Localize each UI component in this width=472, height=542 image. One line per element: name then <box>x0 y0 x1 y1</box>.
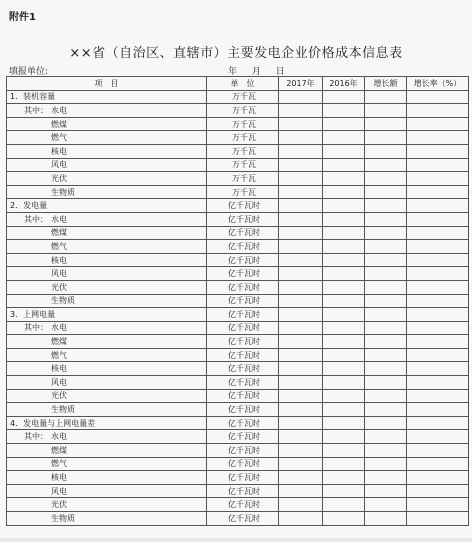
value-cell[interactable] <box>279 430 323 444</box>
unit-cell: 亿千瓦时 <box>207 267 279 281</box>
value-cell[interactable] <box>365 498 407 512</box>
value-cell[interactable] <box>279 117 323 131</box>
value-cell[interactable] <box>323 376 365 390</box>
table-row <box>7 104 469 118</box>
value-cell[interactable] <box>365 294 407 308</box>
value-cell[interactable] <box>365 416 407 430</box>
value-cell[interactable] <box>323 498 365 512</box>
unit-cell: 亿千瓦时 <box>207 226 279 240</box>
item-label-cell <box>7 117 207 131</box>
value-cell[interactable] <box>279 457 323 471</box>
section-row <box>7 199 469 213</box>
value-cell[interactable] <box>323 131 365 145</box>
value-cell[interactable] <box>323 512 365 526</box>
value-cell[interactable] <box>323 294 365 308</box>
value-cell[interactable] <box>323 226 365 240</box>
item-label-cell <box>7 457 207 471</box>
unit-cell: 亿千瓦时 <box>207 430 279 444</box>
table-row <box>7 321 469 335</box>
value-cell[interactable] <box>279 376 323 390</box>
section-title-cell: 4．发电量与上网电量差 <box>7 416 207 430</box>
value-cell[interactable] <box>365 253 407 267</box>
value-cell[interactable] <box>279 199 323 213</box>
item-label: 核电 <box>51 255 67 265</box>
table-row <box>7 240 469 254</box>
value-cell[interactable] <box>365 430 407 444</box>
header-growth-rate: 增长率（%） <box>407 77 469 91</box>
unit-cell: 亿千瓦时 <box>207 308 279 322</box>
unit-cell: 亿千瓦时 <box>207 335 279 349</box>
value-cell[interactable] <box>323 280 365 294</box>
value-cell[interactable] <box>323 348 365 362</box>
item-label: 光伏 <box>51 391 67 401</box>
item-label: 风电 <box>51 377 67 387</box>
value-cell[interactable] <box>365 471 407 485</box>
item-label: 燃气 <box>51 241 67 251</box>
table-row <box>7 444 469 458</box>
value-cell[interactable] <box>407 117 469 131</box>
value-cell[interactable] <box>279 362 323 376</box>
item-label-cell <box>7 280 207 294</box>
value-cell[interactable] <box>365 90 407 104</box>
header-2016: 2016年 <box>323 77 365 91</box>
value-cell[interactable] <box>365 376 407 390</box>
value-cell[interactable] <box>279 348 323 362</box>
value-cell[interactable] <box>323 335 365 349</box>
item-label: 燃气 <box>51 459 67 469</box>
date-label: 年 月 日 <box>228 67 291 77</box>
table-row <box>7 348 469 362</box>
value-cell[interactable] <box>323 212 365 226</box>
value-cell[interactable] <box>323 416 365 430</box>
unit-cell: 亿千瓦时 <box>207 253 279 267</box>
item-label-cell <box>7 498 207 512</box>
item-prefix: 其中： <box>24 214 48 224</box>
attachment-label: 附件1 <box>9 12 36 23</box>
item-label-cell <box>7 144 207 158</box>
table-row <box>7 158 469 172</box>
unit-cell: 亿千瓦时 <box>207 199 279 213</box>
item-label-cell <box>7 185 207 199</box>
value-cell[interactable] <box>279 308 323 322</box>
table-row <box>7 294 469 308</box>
value-cell[interactable] <box>279 104 323 118</box>
value-cell[interactable] <box>279 267 323 281</box>
item-label: 风电 <box>51 160 67 170</box>
item-label: 生物质 <box>51 405 75 415</box>
table-row <box>7 389 469 403</box>
unit-cell: 亿千瓦时 <box>207 294 279 308</box>
value-cell[interactable] <box>365 321 407 335</box>
value-cell[interactable] <box>365 362 407 376</box>
table-row <box>7 131 469 145</box>
table-row <box>7 512 469 526</box>
item-label: 光伏 <box>51 173 67 183</box>
value-cell[interactable] <box>407 308 469 322</box>
item-label-cell <box>7 104 207 118</box>
table-row <box>7 430 469 444</box>
unit-cell: 万千瓦 <box>207 131 279 145</box>
item-label: 水电 <box>51 432 67 442</box>
unit-cell: 亿千瓦时 <box>207 403 279 417</box>
value-cell[interactable] <box>365 117 407 131</box>
value-cell[interactable] <box>365 212 407 226</box>
item-label-cell <box>7 294 207 308</box>
item-label-cell <box>7 131 207 145</box>
item-label: 燃煤 <box>51 119 67 129</box>
table-row <box>7 185 469 199</box>
unit-cell: 亿千瓦时 <box>207 471 279 485</box>
table-row <box>7 212 469 226</box>
value-cell[interactable] <box>407 294 469 308</box>
value-cell[interactable] <box>365 444 407 458</box>
item-label: 光伏 <box>51 500 67 510</box>
value-cell[interactable] <box>407 172 469 186</box>
value-cell[interactable] <box>279 416 323 430</box>
value-cell[interactable] <box>279 253 323 267</box>
table-row <box>7 226 469 240</box>
item-label-cell <box>7 444 207 458</box>
value-cell[interactable] <box>407 444 469 458</box>
value-cell[interactable] <box>279 321 323 335</box>
table-row <box>7 498 469 512</box>
table-header-row <box>7 77 469 91</box>
item-label-cell <box>7 348 207 362</box>
item-label-cell <box>7 253 207 267</box>
value-cell[interactable] <box>279 131 323 145</box>
page-bottom-edge <box>0 538 472 542</box>
value-cell[interactable] <box>323 158 365 172</box>
item-label-cell <box>7 376 207 390</box>
item-label-cell <box>7 362 207 376</box>
value-cell[interactable] <box>323 484 365 498</box>
value-cell[interactable] <box>365 185 407 199</box>
value-cell[interactable] <box>323 430 365 444</box>
item-label: 核电 <box>51 473 67 483</box>
value-cell[interactable] <box>279 512 323 526</box>
item-prefix: 其中： <box>24 105 48 115</box>
unit-cell: 万千瓦 <box>207 117 279 131</box>
value-cell[interactable] <box>407 253 469 267</box>
table-row <box>7 117 469 131</box>
value-cell[interactable] <box>407 185 469 199</box>
value-cell[interactable] <box>323 253 365 267</box>
unit-cell: 亿千瓦时 <box>207 212 279 226</box>
value-cell[interactable] <box>279 226 323 240</box>
section-title-cell: 3．上网电量 <box>7 308 207 322</box>
unit-cell: 亿千瓦时 <box>207 280 279 294</box>
value-cell[interactable] <box>365 267 407 281</box>
value-cell[interactable] <box>407 512 469 526</box>
value-cell[interactable] <box>279 144 323 158</box>
item-label: 燃煤 <box>51 445 67 455</box>
value-cell[interactable] <box>365 158 407 172</box>
unit-cell: 万千瓦 <box>207 104 279 118</box>
value-cell[interactable] <box>407 90 469 104</box>
item-label: 燃煤 <box>51 228 67 238</box>
value-cell[interactable] <box>407 144 469 158</box>
item-label-cell <box>7 240 207 254</box>
table-row <box>7 280 469 294</box>
value-cell[interactable] <box>407 131 469 145</box>
value-cell[interactable] <box>323 471 365 485</box>
value-cell[interactable] <box>279 471 323 485</box>
value-cell[interactable] <box>407 471 469 485</box>
value-cell[interactable] <box>279 498 323 512</box>
value-cell[interactable] <box>365 172 407 186</box>
item-label-cell <box>7 403 207 417</box>
value-cell[interactable] <box>365 226 407 240</box>
header-2017: 2017年 <box>279 77 323 91</box>
value-cell[interactable] <box>279 90 323 104</box>
value-cell[interactable] <box>407 321 469 335</box>
table-row <box>7 457 469 471</box>
item-label: 生物质 <box>51 296 75 306</box>
item-label-cell <box>7 512 207 526</box>
value-cell[interactable] <box>407 457 469 471</box>
unit-cell: 亿千瓦时 <box>207 457 279 471</box>
table-row <box>7 484 469 498</box>
table-row <box>7 335 469 349</box>
value-cell[interactable] <box>365 131 407 145</box>
value-cell[interactable] <box>323 362 365 376</box>
value-cell[interactable] <box>279 484 323 498</box>
unit-cell: 万千瓦 <box>207 90 279 104</box>
value-cell[interactable] <box>279 280 323 294</box>
value-cell[interactable] <box>323 240 365 254</box>
section-row <box>7 308 469 322</box>
item-label: 水电 <box>51 323 67 333</box>
unit-cell: 亿千瓦时 <box>207 362 279 376</box>
unit-cell: 亿千瓦时 <box>207 240 279 254</box>
value-cell[interactable] <box>407 430 469 444</box>
unit-cell: 亿千瓦时 <box>207 389 279 403</box>
value-cell[interactable] <box>279 403 323 417</box>
header-unit: 单 位 <box>207 77 279 91</box>
value-cell[interactable] <box>407 240 469 254</box>
unit-cell: 万千瓦 <box>207 185 279 199</box>
value-cell[interactable] <box>279 172 323 186</box>
value-cell[interactable] <box>407 403 469 417</box>
value-cell[interactable] <box>323 90 365 104</box>
item-label: 水电 <box>51 105 67 115</box>
item-label: 生物质 <box>51 187 75 197</box>
value-cell[interactable] <box>323 389 365 403</box>
value-cell[interactable] <box>323 117 365 131</box>
value-cell[interactable] <box>365 280 407 294</box>
header-increase-amount: 增长额 <box>365 77 407 91</box>
value-cell[interactable] <box>365 144 407 158</box>
value-cell[interactable] <box>365 484 407 498</box>
table-row <box>7 144 469 158</box>
unit-cell: 万千瓦 <box>207 172 279 186</box>
item-label-cell <box>7 226 207 240</box>
filler-unit-label: 填报单位: <box>9 67 49 77</box>
value-cell[interactable] <box>323 308 365 322</box>
item-label-cell <box>7 158 207 172</box>
unit-cell: 亿千瓦时 <box>207 348 279 362</box>
value-cell[interactable] <box>407 389 469 403</box>
item-label-cell <box>7 212 207 226</box>
value-cell[interactable] <box>365 335 407 349</box>
value-cell[interactable] <box>323 321 365 335</box>
item-prefix: 其中： <box>24 432 48 442</box>
unit-cell: 万千瓦 <box>207 144 279 158</box>
value-cell[interactable] <box>323 403 365 417</box>
value-cell[interactable] <box>323 444 365 458</box>
unit-cell: 万千瓦 <box>207 158 279 172</box>
item-label: 水电 <box>51 214 67 224</box>
item-label: 燃气 <box>51 133 67 143</box>
value-cell[interactable] <box>365 308 407 322</box>
unit-cell: 亿千瓦时 <box>207 512 279 526</box>
value-cell[interactable] <box>365 348 407 362</box>
value-cell[interactable] <box>365 389 407 403</box>
value-cell[interactable] <box>365 104 407 118</box>
value-cell[interactable] <box>323 457 365 471</box>
value-cell[interactable] <box>279 158 323 172</box>
value-cell[interactable] <box>279 444 323 458</box>
item-label: 核电 <box>51 146 67 156</box>
item-label-cell <box>7 430 207 444</box>
item-prefix: 其中： <box>24 323 48 333</box>
value-cell[interactable] <box>323 185 365 199</box>
section-row <box>7 90 469 104</box>
value-cell[interactable] <box>279 185 323 199</box>
table-row <box>7 403 469 417</box>
table-row <box>7 253 469 267</box>
value-cell[interactable] <box>407 498 469 512</box>
unit-cell: 亿千瓦时 <box>207 416 279 430</box>
item-label-cell <box>7 471 207 485</box>
value-cell[interactable] <box>365 240 407 254</box>
unit-cell: 亿千瓦时 <box>207 498 279 512</box>
unit-cell: 亿千瓦时 <box>207 484 279 498</box>
table-row <box>7 172 469 186</box>
cost-info-table <box>6 76 469 526</box>
section-title-cell: 1．装机容量 <box>7 90 207 104</box>
page-title: ××省（自治区、直辖市）主要发电企业价格成本信息表 <box>69 46 403 61</box>
value-cell[interactable] <box>365 457 407 471</box>
value-cell[interactable] <box>407 226 469 240</box>
value-cell[interactable] <box>407 212 469 226</box>
unit-cell: 亿千瓦时 <box>207 321 279 335</box>
item-label: 核电 <box>51 364 67 374</box>
item-label-cell <box>7 389 207 403</box>
table-body <box>7 90 469 525</box>
section-row <box>7 416 469 430</box>
value-cell[interactable] <box>279 389 323 403</box>
table-row <box>7 362 469 376</box>
value-cell[interactable] <box>407 280 469 294</box>
item-label: 燃煤 <box>51 337 67 347</box>
value-cell[interactable] <box>323 172 365 186</box>
value-cell[interactable] <box>407 104 469 118</box>
value-cell[interactable] <box>407 376 469 390</box>
value-cell[interactable] <box>407 362 469 376</box>
value-cell[interactable] <box>407 267 469 281</box>
value-cell[interactable] <box>407 335 469 349</box>
value-cell[interactable] <box>323 199 365 213</box>
table-row <box>7 267 469 281</box>
value-cell[interactable] <box>365 199 407 213</box>
item-label-cell <box>7 267 207 281</box>
value-cell[interactable] <box>279 294 323 308</box>
item-label: 风电 <box>51 269 67 279</box>
value-cell[interactable] <box>323 104 365 118</box>
value-cell[interactable] <box>365 512 407 526</box>
value-cell[interactable] <box>323 144 365 158</box>
value-cell[interactable] <box>279 212 323 226</box>
value-cell[interactable] <box>407 199 469 213</box>
item-label-cell <box>7 172 207 186</box>
item-label: 生物质 <box>51 513 75 523</box>
value-cell[interactable] <box>279 240 323 254</box>
value-cell[interactable] <box>323 267 365 281</box>
unit-cell: 亿千瓦时 <box>207 376 279 390</box>
header-item: 项 目 <box>7 77 207 91</box>
item-label: 风电 <box>51 486 67 496</box>
unit-cell: 亿千瓦时 <box>207 444 279 458</box>
value-cell[interactable] <box>279 335 323 349</box>
item-label-cell <box>7 321 207 335</box>
item-label-cell <box>7 484 207 498</box>
value-cell[interactable] <box>407 416 469 430</box>
item-label-cell <box>7 335 207 349</box>
section-title-cell: 2．发电量 <box>7 199 207 213</box>
table-row <box>7 376 469 390</box>
value-cell[interactable] <box>407 348 469 362</box>
value-cell[interactable] <box>407 484 469 498</box>
item-label: 光伏 <box>51 282 67 292</box>
value-cell[interactable] <box>407 158 469 172</box>
item-label: 燃气 <box>51 350 67 360</box>
value-cell[interactable] <box>365 403 407 417</box>
table-row <box>7 471 469 485</box>
